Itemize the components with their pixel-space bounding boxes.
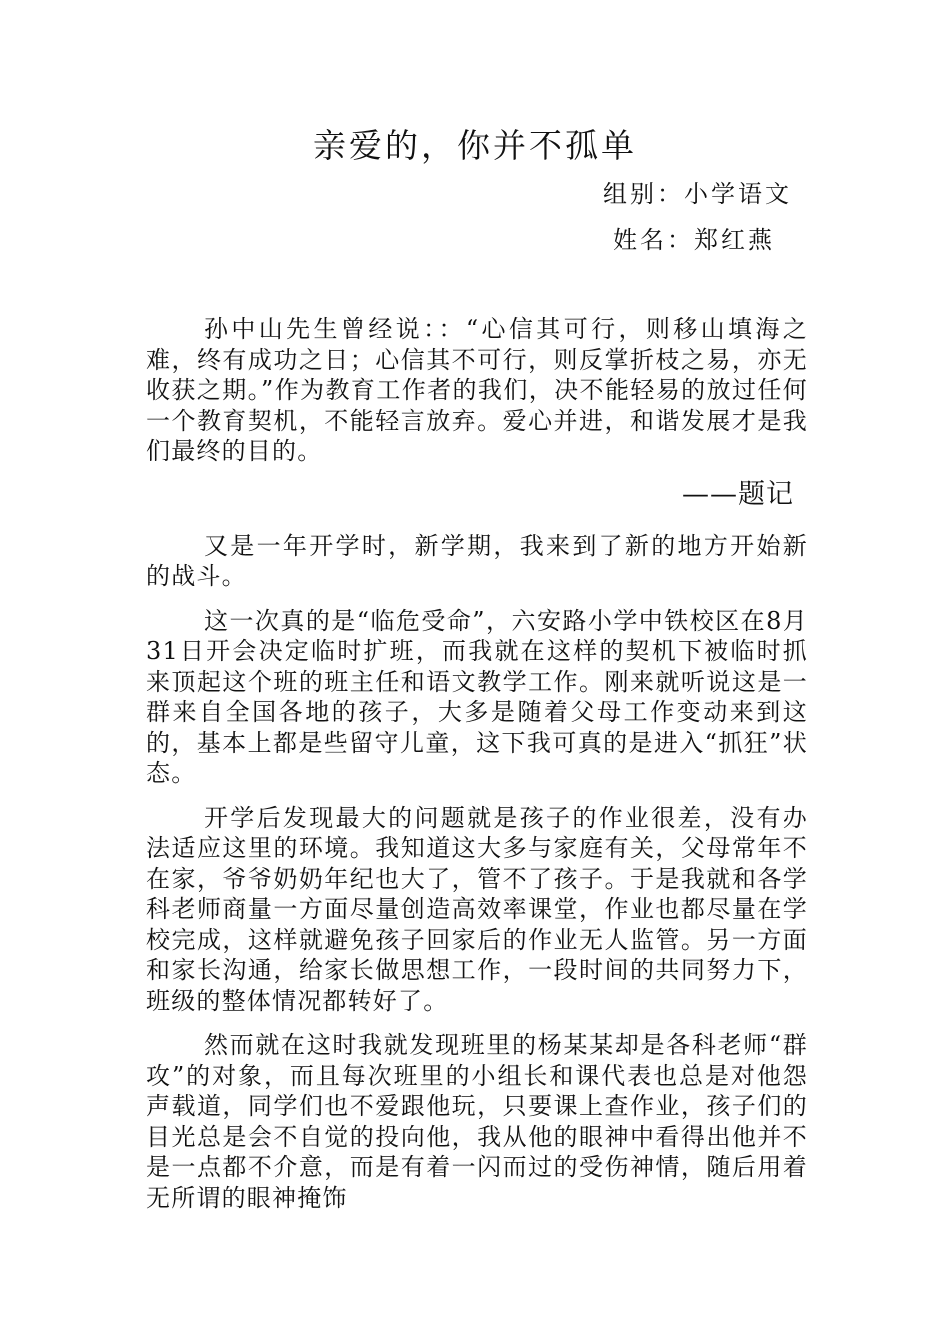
body-paragraph: 这一次真的是“临危受命”，六安路小学中铁校区在8月31日开会决定临时扩班，而我就在这样的契机下被临时抓来顶起这个班的班主任和语文教学工作。刚来就听说这是一群来自全国各地的孩子，大多是随着父母工作变动来到这的，基本上都是些留守儿童，这下我可真的是进入“抓狂”状态。 <box>146 606 808 787</box>
author-name: 姓名：郑红燕 <box>613 226 775 254</box>
epigraph-signoff: ——题记 <box>682 478 794 510</box>
document-title: 亲爱的，你并不孤单 <box>313 126 637 165</box>
body-paragraph: 又是一年开学时，新学期，我来到了新的地方开始新的战斗。 <box>146 531 808 590</box>
body-paragraph: 然而就在这时我就发现班里的杨某某却是各科老师“群攻”的对象，而且每次班里的小组长和课代表也总是对他怨声载道，同学们也不爱跟他玩，只要课上查作业，孩子们的目光总是会不自觉的投向他，我从他的眼神中看得出他并不是一点都不介意，而是有着一闪而过的受伤神情，随后用着无所谓的眼神掩饰 <box>146 1031 808 1212</box>
author-group: 组别：小学语文 <box>603 180 792 208</box>
epigraph: 孙中山先生曾经说：：“心信其可行，则移山填海之难，终有成功之日；心信其不可行，则反掌折枝之易，亦无收获之期。”作为教育工作者的我们，决不能轻易的放过任何一个教育契机，不能轻言放弃。爱心并进，和谐发展才是我们最终的目的。 <box>146 315 808 465</box>
body-paragraph: 开学后发现最大的问题就是孩子的作业很差，没有办法适应这里的环境。我知道这大多与家庭有关，父母常年不在家，爷爷奶奶年纪也大了，管不了孩子。于是我就和各学科老师商量一方面尽量创造高效率课堂，作业也都尽量在学校完成，这样就避免孩子回家后的作业无人监管。另一方面和家长沟通，给家长做思想工作，一段时间的共同努力下，班级的整体情况都转好了。 <box>146 803 808 1015</box>
document-body <box>146 314 808 1213</box>
